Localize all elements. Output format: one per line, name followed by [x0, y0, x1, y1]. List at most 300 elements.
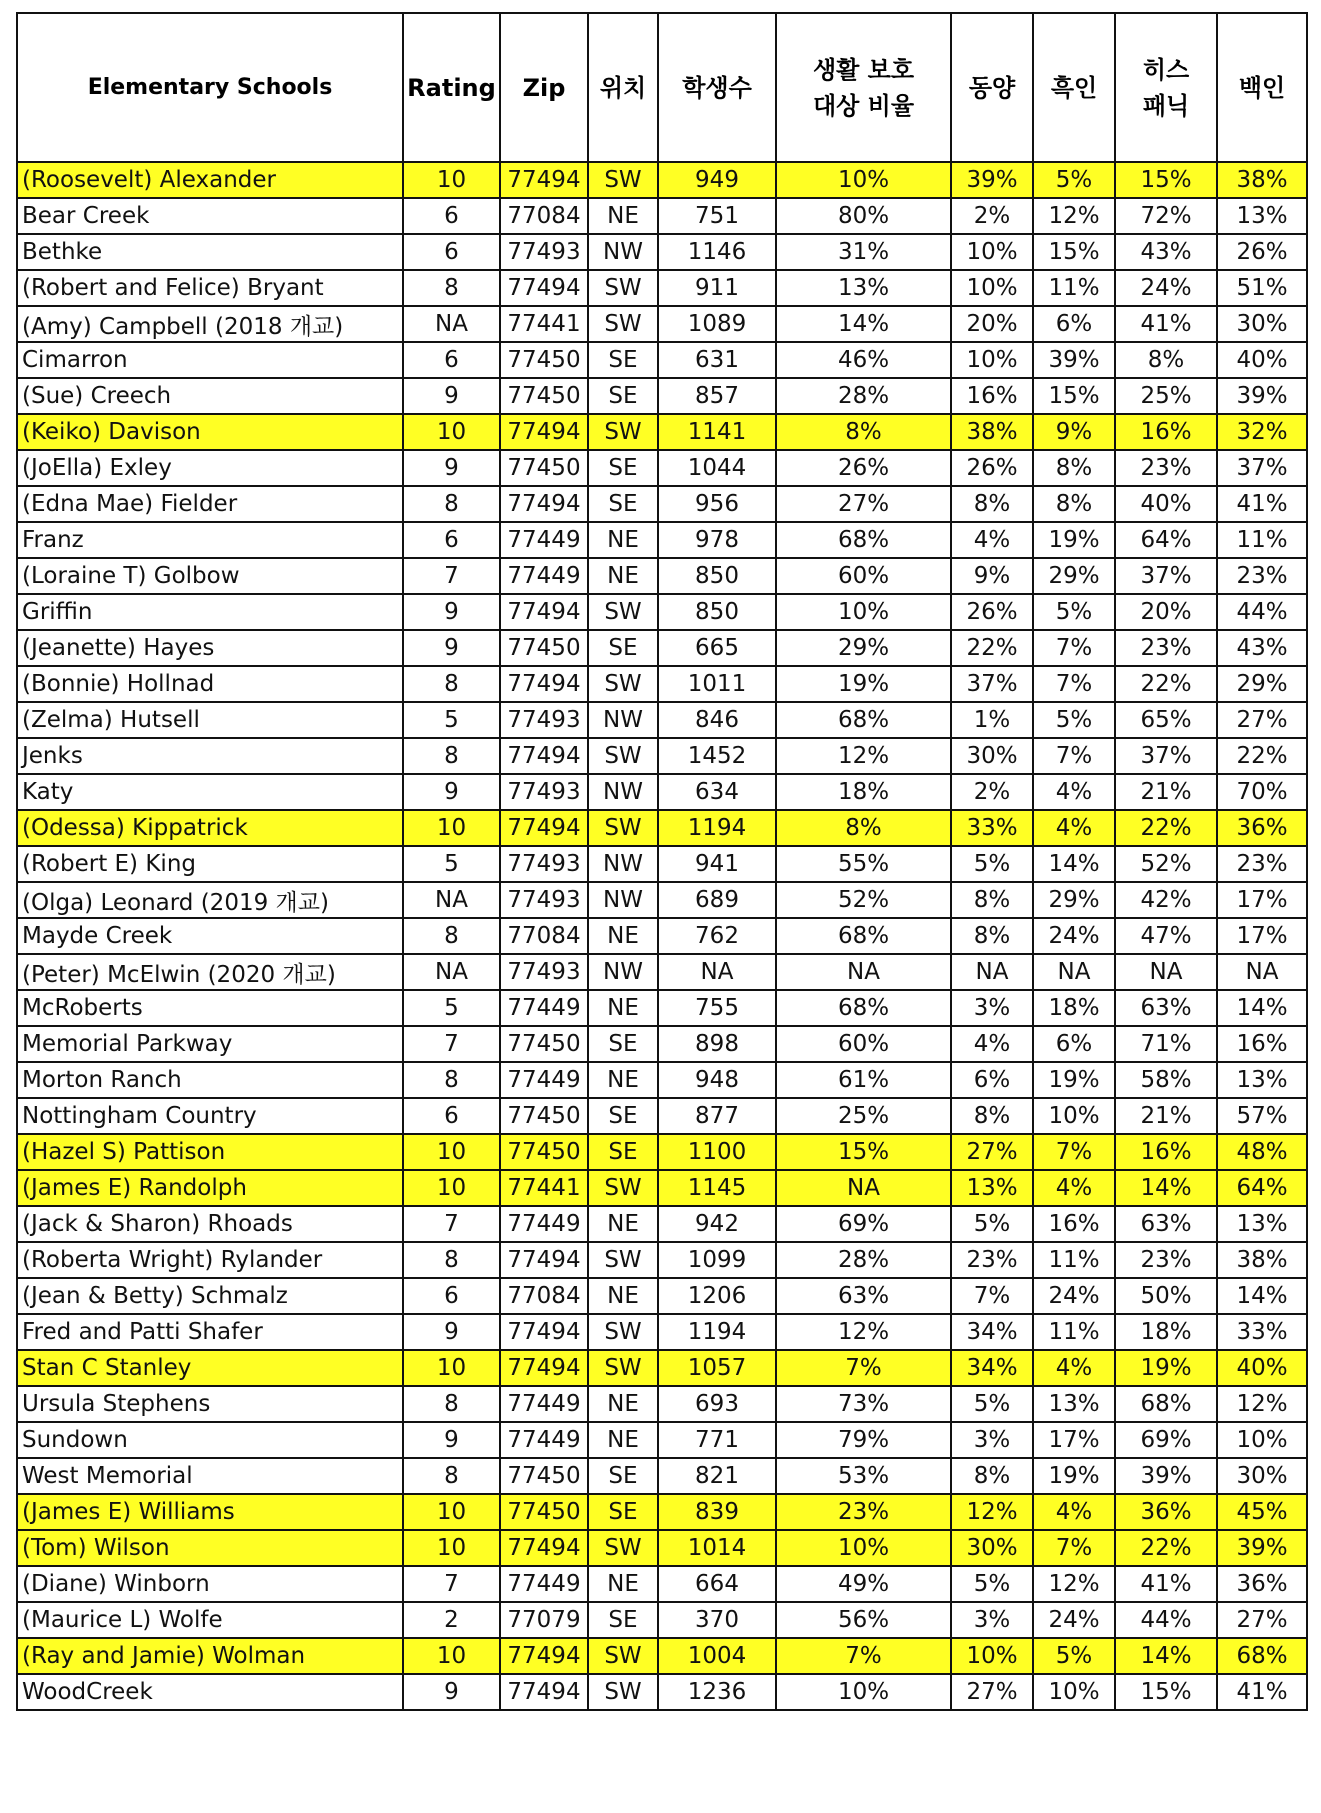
- cell-white: 16%: [1217, 1026, 1307, 1062]
- cell-students: 689: [658, 882, 776, 918]
- cell-black: 4%: [1033, 810, 1115, 846]
- cell-white: 57%: [1217, 1098, 1307, 1134]
- cell-school-name: West Memorial: [17, 1458, 403, 1494]
- cell-hispanic: 41%: [1115, 1566, 1217, 1602]
- table-row: [17, 918, 1307, 954]
- cell-zip: 77084: [500, 1278, 588, 1314]
- cell-black: 4%: [1033, 1170, 1115, 1206]
- cell-welfare-rate: 68%: [776, 990, 951, 1026]
- cell-location: SW: [588, 1242, 658, 1278]
- table-row: [17, 1350, 1307, 1386]
- cell-hispanic: 25%: [1115, 378, 1217, 414]
- cell-school-name: Jenks: [17, 738, 403, 774]
- cell-school-name: (Roberta Wright) Rylander: [17, 1242, 403, 1278]
- cell-black: 5%: [1033, 162, 1115, 198]
- cell-black: 39%: [1033, 342, 1115, 378]
- cell-asian: 26%: [951, 594, 1033, 630]
- cell-black: 8%: [1033, 486, 1115, 522]
- cell-rating: 2: [403, 1602, 500, 1638]
- cell-school-name: (Peter) McElwin (2020 개교): [17, 954, 403, 990]
- cell-asian: 27%: [951, 1134, 1033, 1170]
- cell-hispanic: 15%: [1115, 162, 1217, 198]
- cell-asian: 16%: [951, 378, 1033, 414]
- cell-students: 850: [658, 558, 776, 594]
- cell-zip: 77493: [500, 954, 588, 990]
- cell-asian: 10%: [951, 270, 1033, 306]
- table-row: [17, 702, 1307, 738]
- cell-welfare-rate: 53%: [776, 1458, 951, 1494]
- cell-rating: 8: [403, 270, 500, 306]
- cell-zip: 77494: [500, 738, 588, 774]
- cell-students: 821: [658, 1458, 776, 1494]
- cell-black: 10%: [1033, 1674, 1115, 1710]
- cell-students: 693: [658, 1386, 776, 1422]
- cell-black: 15%: [1033, 234, 1115, 270]
- cell-hispanic: 43%: [1115, 234, 1217, 270]
- cell-asian: 30%: [951, 738, 1033, 774]
- cell-location: SW: [588, 414, 658, 450]
- cell-asian: 3%: [951, 1422, 1033, 1458]
- cell-hispanic: NA: [1115, 954, 1217, 990]
- cell-school-name: Mayde Creek: [17, 918, 403, 954]
- cell-black: 16%: [1033, 1206, 1115, 1242]
- cell-black: 9%: [1033, 414, 1115, 450]
- cell-white: 17%: [1217, 882, 1307, 918]
- cell-zip: 77450: [500, 1098, 588, 1134]
- cell-school-name: Griffin: [17, 594, 403, 630]
- cell-welfare-rate: 10%: [776, 1674, 951, 1710]
- cell-rating: 6: [403, 522, 500, 558]
- cell-location: SE: [588, 450, 658, 486]
- cell-students: 1146: [658, 234, 776, 270]
- cell-location: NE: [588, 990, 658, 1026]
- cell-hispanic: 14%: [1115, 1638, 1217, 1674]
- cell-students: 1194: [658, 810, 776, 846]
- cell-hispanic: 16%: [1115, 414, 1217, 450]
- cell-location: SW: [588, 666, 658, 702]
- cell-students: 1236: [658, 1674, 776, 1710]
- cell-school-name: (Odessa) Kippatrick: [17, 810, 403, 846]
- cell-black: 5%: [1033, 594, 1115, 630]
- cell-location: NW: [588, 774, 658, 810]
- cell-hispanic: 22%: [1115, 810, 1217, 846]
- cell-zip: 77449: [500, 1422, 588, 1458]
- cell-white: 43%: [1217, 630, 1307, 666]
- cell-welfare-rate: 68%: [776, 522, 951, 558]
- cell-white: NA: [1217, 954, 1307, 990]
- cell-rating: 8: [403, 1458, 500, 1494]
- cell-zip: 77494: [500, 414, 588, 450]
- cell-white: 70%: [1217, 774, 1307, 810]
- cell-welfare-rate: 12%: [776, 738, 951, 774]
- cell-hispanic: 42%: [1115, 882, 1217, 918]
- cell-asian: 8%: [951, 918, 1033, 954]
- cell-welfare-rate: 79%: [776, 1422, 951, 1458]
- cell-welfare-rate: 29%: [776, 630, 951, 666]
- cell-school-name: (Olga) Leonard (2019 개교): [17, 882, 403, 918]
- cell-hispanic: 37%: [1115, 558, 1217, 594]
- cell-rating: 9: [403, 594, 500, 630]
- cell-students: 846: [658, 702, 776, 738]
- cell-white: 13%: [1217, 1206, 1307, 1242]
- cell-rating: 10: [403, 1350, 500, 1386]
- cell-white: 23%: [1217, 846, 1307, 882]
- cell-school-name: Nottingham Country: [17, 1098, 403, 1134]
- table-row: [17, 1026, 1307, 1062]
- cell-asian: 8%: [951, 486, 1033, 522]
- cell-hispanic: 40%: [1115, 486, 1217, 522]
- cell-zip: 77449: [500, 558, 588, 594]
- cell-asian: 1%: [951, 702, 1033, 738]
- cell-rating: 8: [403, 666, 500, 702]
- cell-white: 14%: [1217, 1278, 1307, 1314]
- cell-asian: 34%: [951, 1314, 1033, 1350]
- cell-students: 877: [658, 1098, 776, 1134]
- cell-asian: 2%: [951, 774, 1033, 810]
- cell-black: 11%: [1033, 1314, 1115, 1350]
- cell-welfare-rate: 63%: [776, 1278, 951, 1314]
- cell-welfare-rate: NA: [776, 1170, 951, 1206]
- cell-school-name: Franz: [17, 522, 403, 558]
- cell-zip: 77494: [500, 1350, 588, 1386]
- cell-students: 1100: [658, 1134, 776, 1170]
- cell-students: 949: [658, 162, 776, 198]
- cell-black: 19%: [1033, 1458, 1115, 1494]
- table-row: [17, 198, 1307, 234]
- cell-students: 1044: [658, 450, 776, 486]
- cell-school-name: (Amy) Campbell (2018 개교): [17, 306, 403, 342]
- cell-zip: 77494: [500, 594, 588, 630]
- table-body: [17, 162, 1307, 1710]
- cell-students: 1014: [658, 1530, 776, 1566]
- cell-hispanic: 21%: [1115, 1098, 1217, 1134]
- cell-asian: 34%: [951, 1350, 1033, 1386]
- cell-location: SE: [588, 630, 658, 666]
- cell-welfare-rate: 60%: [776, 558, 951, 594]
- cell-students: 1057: [658, 1350, 776, 1386]
- cell-location: SE: [588, 1134, 658, 1170]
- cell-welfare-rate: 15%: [776, 1134, 951, 1170]
- cell-white: 30%: [1217, 1458, 1307, 1494]
- cell-location: NW: [588, 702, 658, 738]
- cell-zip: 77494: [500, 1638, 588, 1674]
- cell-location: SW: [588, 270, 658, 306]
- cell-zip: 77450: [500, 342, 588, 378]
- table-row: [17, 558, 1307, 594]
- table-row: [17, 1602, 1307, 1638]
- cell-hispanic: 50%: [1115, 1278, 1217, 1314]
- table-row: [17, 342, 1307, 378]
- cell-school-name: (Maurice L) Wolfe: [17, 1602, 403, 1638]
- cell-black: 24%: [1033, 1602, 1115, 1638]
- cell-welfare-rate: 10%: [776, 162, 951, 198]
- cell-white: 36%: [1217, 810, 1307, 846]
- cell-rating: 6: [403, 1098, 500, 1134]
- cell-hispanic: 22%: [1115, 1530, 1217, 1566]
- cell-location: SW: [588, 1638, 658, 1674]
- header-black: 흑인: [1033, 13, 1115, 162]
- table-row: [17, 630, 1307, 666]
- cell-hispanic: 52%: [1115, 846, 1217, 882]
- cell-hispanic: 14%: [1115, 1170, 1217, 1206]
- cell-black: 7%: [1033, 630, 1115, 666]
- cell-zip: 77493: [500, 846, 588, 882]
- cell-location: NE: [588, 918, 658, 954]
- table-row: [17, 1062, 1307, 1098]
- cell-school-name: (Hazel S) Pattison: [17, 1134, 403, 1170]
- cell-school-name: (Sue) Creech: [17, 378, 403, 414]
- cell-hispanic: 63%: [1115, 990, 1217, 1026]
- cell-school-name: (Tom) Wilson: [17, 1530, 403, 1566]
- cell-rating: 7: [403, 1206, 500, 1242]
- cell-zip: 77494: [500, 1242, 588, 1278]
- cell-welfare-rate: 26%: [776, 450, 951, 486]
- cell-location: SW: [588, 1350, 658, 1386]
- cell-zip: 77441: [500, 306, 588, 342]
- cell-asian: 4%: [951, 1026, 1033, 1062]
- cell-location: NE: [588, 1206, 658, 1242]
- cell-asian: 26%: [951, 450, 1033, 486]
- cell-welfare-rate: 28%: [776, 1242, 951, 1278]
- cell-students: 370: [658, 1602, 776, 1638]
- table-row: [17, 954, 1307, 990]
- cell-hispanic: 15%: [1115, 1674, 1217, 1710]
- cell-black: 12%: [1033, 1566, 1115, 1602]
- cell-welfare-rate: 14%: [776, 306, 951, 342]
- cell-hispanic: 21%: [1115, 774, 1217, 810]
- cell-zip: 77493: [500, 702, 588, 738]
- cell-white: 40%: [1217, 342, 1307, 378]
- cell-black: NA: [1033, 954, 1115, 990]
- cell-hispanic: 39%: [1115, 1458, 1217, 1494]
- cell-white: 10%: [1217, 1422, 1307, 1458]
- cell-black: 12%: [1033, 198, 1115, 234]
- cell-white: 39%: [1217, 1530, 1307, 1566]
- cell-school-name: Stan C Stanley: [17, 1350, 403, 1386]
- cell-rating: 10: [403, 1170, 500, 1206]
- cell-hispanic: 23%: [1115, 450, 1217, 486]
- cell-rating: 10: [403, 162, 500, 198]
- cell-white: 30%: [1217, 306, 1307, 342]
- cell-zip: 77450: [500, 450, 588, 486]
- cell-asian: 37%: [951, 666, 1033, 702]
- cell-zip: 77449: [500, 1566, 588, 1602]
- cell-welfare-rate: 27%: [776, 486, 951, 522]
- cell-zip: 77449: [500, 1062, 588, 1098]
- cell-asian: 5%: [951, 1566, 1033, 1602]
- cell-students: 665: [658, 630, 776, 666]
- cell-white: 39%: [1217, 378, 1307, 414]
- cell-rating: 10: [403, 1638, 500, 1674]
- cell-black: 24%: [1033, 918, 1115, 954]
- cell-students: 839: [658, 1494, 776, 1530]
- cell-black: 7%: [1033, 738, 1115, 774]
- cell-black: 13%: [1033, 1386, 1115, 1422]
- table-row: [17, 1134, 1307, 1170]
- cell-zip: 77449: [500, 522, 588, 558]
- cell-rating: 9: [403, 1314, 500, 1350]
- cell-rating: 7: [403, 1566, 500, 1602]
- cell-rating: 5: [403, 846, 500, 882]
- cell-welfare-rate: 61%: [776, 1062, 951, 1098]
- table-row: [17, 1206, 1307, 1242]
- cell-location: NE: [588, 522, 658, 558]
- cell-students: 1145: [658, 1170, 776, 1206]
- cell-location: NW: [588, 882, 658, 918]
- cell-rating: 10: [403, 1134, 500, 1170]
- table-row: [17, 1314, 1307, 1350]
- table-row: [17, 234, 1307, 270]
- table-row: [17, 774, 1307, 810]
- cell-rating: NA: [403, 306, 500, 342]
- cell-hispanic: 68%: [1115, 1386, 1217, 1422]
- cell-white: 11%: [1217, 522, 1307, 558]
- cell-school-name: (Bonnie) Hollnad: [17, 666, 403, 702]
- table-row: [17, 1458, 1307, 1494]
- cell-school-name: Sundown: [17, 1422, 403, 1458]
- table-row: [17, 1386, 1307, 1422]
- cell-hispanic: 19%: [1115, 1350, 1217, 1386]
- cell-white: 26%: [1217, 234, 1307, 270]
- cell-zip: 77494: [500, 666, 588, 702]
- cell-asian: 12%: [951, 1494, 1033, 1530]
- cell-welfare-rate: 56%: [776, 1602, 951, 1638]
- cell-rating: 9: [403, 378, 500, 414]
- cell-asian: 13%: [951, 1170, 1033, 1206]
- cell-black: 19%: [1033, 522, 1115, 558]
- cell-zip: 77449: [500, 1206, 588, 1242]
- cell-rating: 10: [403, 1494, 500, 1530]
- cell-location: SW: [588, 1530, 658, 1566]
- cell-asian: 5%: [951, 846, 1033, 882]
- cell-rating: 8: [403, 1062, 500, 1098]
- cell-hispanic: 44%: [1115, 1602, 1217, 1638]
- cell-white: 64%: [1217, 1170, 1307, 1206]
- table-row: [17, 1278, 1307, 1314]
- cell-students: 911: [658, 270, 776, 306]
- cell-welfare-rate: 49%: [776, 1566, 951, 1602]
- cell-students: 1089: [658, 306, 776, 342]
- cell-zip: 77494: [500, 1674, 588, 1710]
- cell-hispanic: 71%: [1115, 1026, 1217, 1062]
- cell-black: 14%: [1033, 846, 1115, 882]
- cell-students: 850: [658, 594, 776, 630]
- cell-students: 956: [658, 486, 776, 522]
- cell-asian: 4%: [951, 522, 1033, 558]
- cell-welfare-rate: 28%: [776, 378, 951, 414]
- cell-school-name: (Diane) Winborn: [17, 1566, 403, 1602]
- cell-location: SE: [588, 1026, 658, 1062]
- cell-welfare-rate: 8%: [776, 810, 951, 846]
- cell-welfare-rate: 7%: [776, 1350, 951, 1386]
- header-rating: Rating: [403, 13, 500, 162]
- cell-rating: 6: [403, 342, 500, 378]
- cell-zip: 77450: [500, 630, 588, 666]
- cell-rating: 9: [403, 450, 500, 486]
- cell-black: 6%: [1033, 306, 1115, 342]
- table-row: [17, 522, 1307, 558]
- cell-asian: 8%: [951, 882, 1033, 918]
- cell-rating: 10: [403, 414, 500, 450]
- cell-white: 41%: [1217, 1674, 1307, 1710]
- cell-school-name: Memorial Parkway: [17, 1026, 403, 1062]
- cell-students: 857: [658, 378, 776, 414]
- cell-rating: 9: [403, 1674, 500, 1710]
- cell-welfare-rate: NA: [776, 954, 951, 990]
- cell-rating: 8: [403, 738, 500, 774]
- cell-location: SW: [588, 306, 658, 342]
- cell-school-name: McRoberts: [17, 990, 403, 1026]
- cell-welfare-rate: 10%: [776, 1530, 951, 1566]
- cell-welfare-rate: 68%: [776, 702, 951, 738]
- table-row: [17, 846, 1307, 882]
- cell-location: NE: [588, 198, 658, 234]
- header-row: [17, 13, 1307, 162]
- cell-black: 5%: [1033, 702, 1115, 738]
- cell-asian: NA: [951, 954, 1033, 990]
- cell-location: SW: [588, 810, 658, 846]
- table-row: [17, 882, 1307, 918]
- cell-location: NE: [588, 1566, 658, 1602]
- cell-white: 37%: [1217, 450, 1307, 486]
- table-row: [17, 1494, 1307, 1530]
- cell-location: SW: [588, 1170, 658, 1206]
- cell-asian: 6%: [951, 1062, 1033, 1098]
- cell-zip: 77450: [500, 1458, 588, 1494]
- cell-black: 18%: [1033, 990, 1115, 1026]
- cell-asian: 7%: [951, 1278, 1033, 1314]
- cell-hispanic: 18%: [1115, 1314, 1217, 1350]
- cell-welfare-rate: 31%: [776, 234, 951, 270]
- cell-school-name: (James E) Randolph: [17, 1170, 403, 1206]
- cell-students: 751: [658, 198, 776, 234]
- header-location: 위치: [588, 13, 658, 162]
- cell-zip: 77450: [500, 1026, 588, 1062]
- cell-school-name: Bethke: [17, 234, 403, 270]
- cell-white: 32%: [1217, 414, 1307, 450]
- cell-white: 41%: [1217, 486, 1307, 522]
- table-row: [17, 306, 1307, 342]
- cell-asian: 8%: [951, 1098, 1033, 1134]
- cell-white: 13%: [1217, 198, 1307, 234]
- cell-students: 1452: [658, 738, 776, 774]
- cell-welfare-rate: 18%: [776, 774, 951, 810]
- cell-welfare-rate: 13%: [776, 270, 951, 306]
- cell-school-name: Ursula Stephens: [17, 1386, 403, 1422]
- cell-hispanic: 16%: [1115, 1134, 1217, 1170]
- cell-location: SW: [588, 594, 658, 630]
- schools-table: [16, 12, 1308, 1711]
- cell-welfare-rate: 12%: [776, 1314, 951, 1350]
- cell-white: 38%: [1217, 162, 1307, 198]
- cell-rating: 9: [403, 774, 500, 810]
- cell-hispanic: 24%: [1115, 270, 1217, 306]
- cell-school-name: (Robert E) King: [17, 846, 403, 882]
- cell-rating: 10: [403, 810, 500, 846]
- cell-location: SE: [588, 1458, 658, 1494]
- cell-hispanic: 23%: [1115, 630, 1217, 666]
- cell-asian: 10%: [951, 234, 1033, 270]
- cell-welfare-rate: 7%: [776, 1638, 951, 1674]
- cell-zip: 77494: [500, 162, 588, 198]
- cell-school-name: (Zelma) Hutsell: [17, 702, 403, 738]
- cell-students: 1099: [658, 1242, 776, 1278]
- cell-asian: 3%: [951, 1602, 1033, 1638]
- cell-welfare-rate: 46%: [776, 342, 951, 378]
- cell-zip: 77494: [500, 270, 588, 306]
- cell-school-name: Morton Ranch: [17, 1062, 403, 1098]
- cell-school-name: (Jean & Betty) Schmalz: [17, 1278, 403, 1314]
